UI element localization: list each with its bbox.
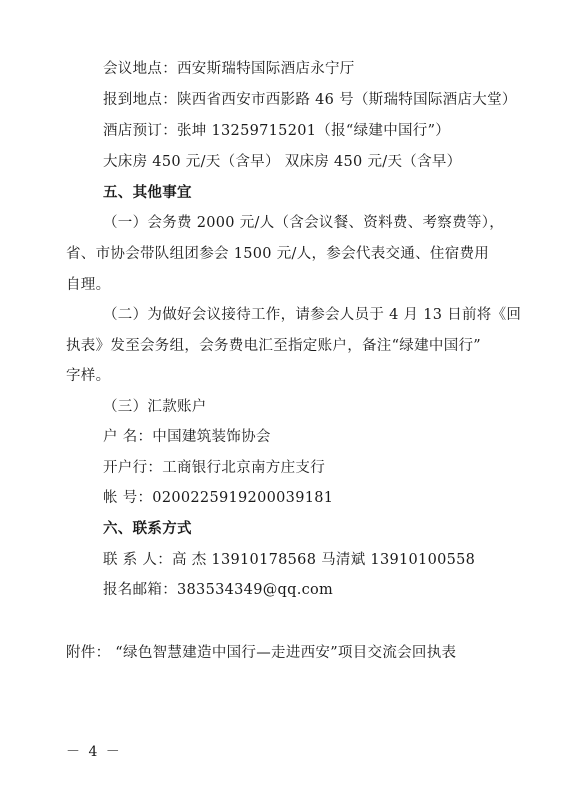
checkin-place: 报到地点：陕西省西安市西影路 46 号（斯瑞特国际酒店大堂） xyxy=(103,92,517,108)
reply-line-3: 字样。 xyxy=(66,368,111,384)
page-number: － 4 － xyxy=(66,744,122,760)
room-rates: 大床房 450 元/天（含早） 双床房 450 元/天（含早） xyxy=(103,154,462,170)
section6-heading: 六、联系方式 xyxy=(103,521,192,537)
registration-email: 报名邮箱：383534349@qq.com xyxy=(103,582,334,598)
fee-line-1: （一）会务费 2000 元/人（含会议餐、资料费、考察费等）， xyxy=(103,215,505,231)
fee-line-2: 省、市协会带队组团参会 1500 元/人，参会代表交通、住宿费用 xyxy=(66,246,490,262)
account-name: 户 名：中国建筑装饰协会 xyxy=(103,429,271,445)
fee-line-3: 自理。 xyxy=(66,277,111,293)
reply-line-2: 执表》发至会务组，会务费电汇至指定账户，备注“绿建中国行” xyxy=(66,338,482,354)
section5-heading: 五、其他事宜 xyxy=(103,185,192,201)
attachment-note: 附件： “绿色智慧建造中国行—走进西安”项目交流会回执表 xyxy=(66,645,457,661)
remittance-heading: （三）汇款账户 xyxy=(103,399,207,415)
hotel-booking: 酒店预订：张坤 13259715201（报“绿建中国行”） xyxy=(103,123,451,139)
account-bank: 开户行：工商银行北京南方庄支行 xyxy=(103,460,325,476)
reply-line-1: （二）为做好会议接待工作，请参会人员于 4 月 13 日前将《回 xyxy=(103,307,522,323)
contact-persons: 联 系 人：高 杰 13910178568 马清斌 13910100558 xyxy=(103,552,476,568)
account-number: 帐 号：0200225919200039181 xyxy=(103,490,334,506)
meeting-place: 会议地点：西安斯瑞特国际酒店永宁厅 xyxy=(103,61,355,77)
